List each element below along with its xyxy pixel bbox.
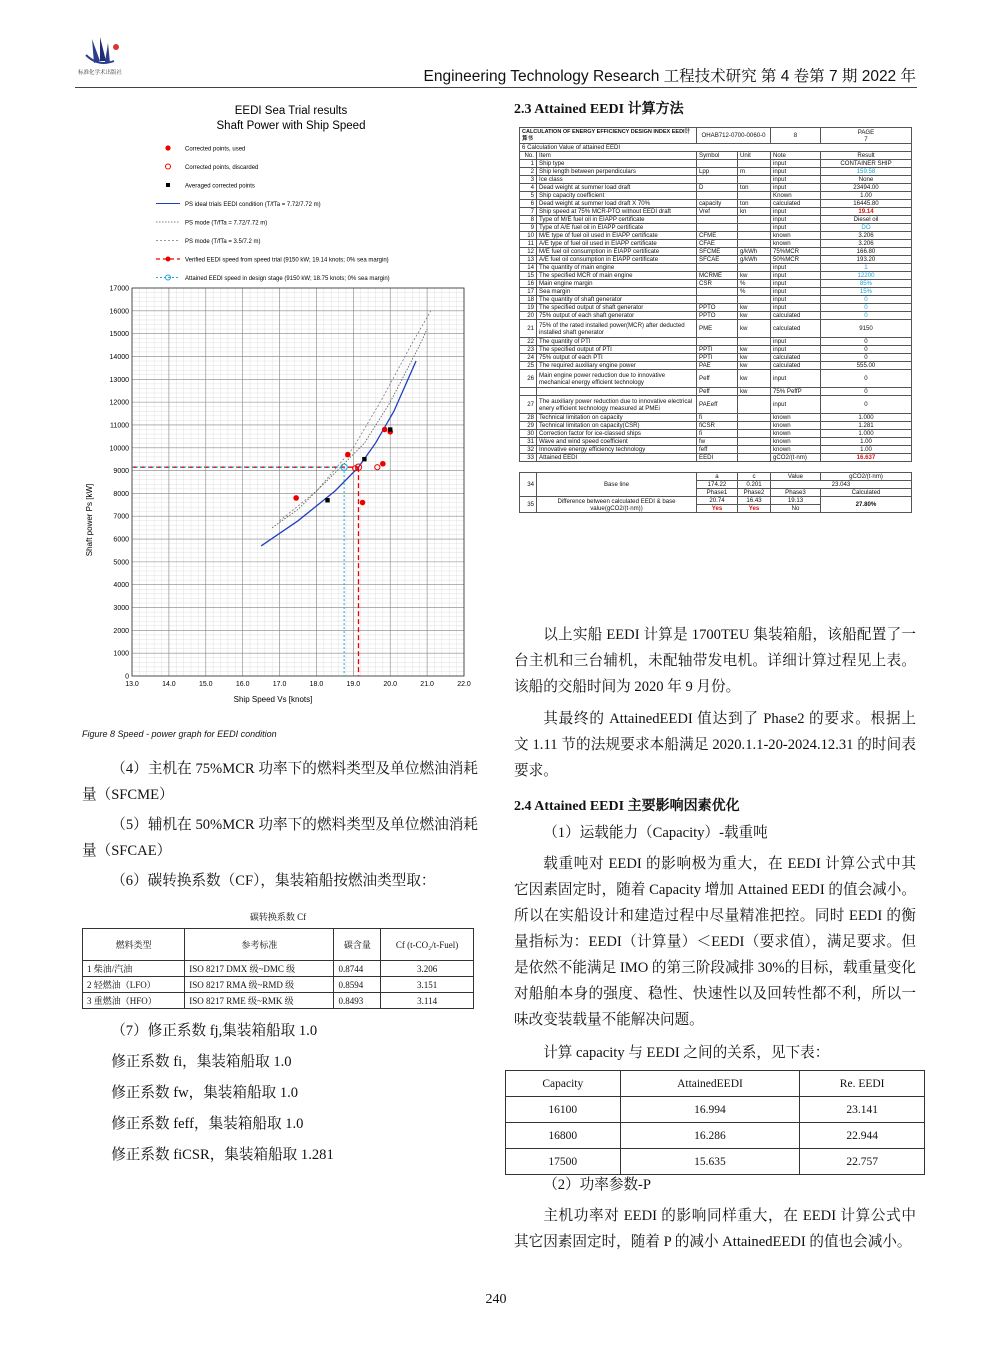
table-row: 17500 15.635 22.757 (506, 1149, 925, 1175)
table-row: 32 Innovative energy efficiency technology feff known 1.00 (520, 446, 912, 454)
y-tick-label: 4000 (113, 582, 129, 590)
legend-marker (166, 183, 170, 187)
x-tick-label: 14.0 (162, 681, 176, 688)
table-row: Peff kw 75% PeffP 0 (520, 388, 912, 396)
y-tick-label: 9000 (113, 468, 129, 476)
cf-table-title: 碳转换系数 Cf (249, 912, 307, 922)
table-row: 18 The quantity of shaft generator input 0 (520, 296, 912, 304)
legend-marker (165, 145, 170, 150)
table-row: 33 Attained EEDI EEDI gCO2/(t·nm) 16.637 (520, 454, 912, 462)
cap-header: AttainedEEDI (620, 1071, 800, 1097)
header-rule (75, 87, 917, 88)
table-row: 1 Ship type input CONTAINER SHIP (520, 160, 912, 168)
table-row: 5 Ship capacity coefficient Known 1.00 (520, 192, 912, 200)
table-row: 19 The specified output of shaft generator PPTO kw input 0 (520, 304, 912, 312)
legend-marker (166, 164, 171, 169)
table-row: 13 A/E fuel oil consumption in EIAPP certificate SFCAE g/kWh 50%MCR 193.20 (520, 256, 912, 264)
section-2-4-heading: 2.4 Attained EEDI 主要影响因素优化 (514, 799, 740, 814)
left-para-8: 修正系数 fi，集装箱船取 1.0 (111, 1054, 292, 1070)
left-para-11: 修正系数 fiCSR，集装箱船取 1.281 (111, 1147, 334, 1163)
table-row: 4 Dead weight at summer load draft D ton input 23494.00 (520, 184, 912, 192)
used-point (360, 500, 366, 506)
y-tick-label: 17000 (109, 285, 129, 293)
chart-subtitle: Shaft Power with Ship Speed (216, 120, 366, 132)
table-row: 24 75% output of each PTI PPTI kw calculated 0 (520, 354, 912, 362)
plot-frame (132, 288, 464, 676)
y-tick-label: 0 (125, 673, 129, 681)
table-row: 20 75% output of each shaft generator PPTO kw calculated 0 (520, 312, 912, 320)
table-row: 12 M/E fuel oil consumption in EIAPP certificate SFCME g/kWh 75%MCR 166.80 (520, 248, 912, 256)
table-row: 10 M/E type of fuel oil used in EIAPP certificate CFME known 3.206 (520, 232, 912, 240)
journal-header: Engineering Technology Research 工程技术研究 第 4 卷第 7 期 2022 年 (423, 68, 916, 85)
y-tick-label: 10000 (109, 445, 129, 453)
y-tick-label: 16000 (109, 308, 129, 316)
y-tick-label: 6000 (113, 536, 129, 544)
table-row: 15 The specified MCR of main engine MCRME kw input 12200 (520, 272, 912, 280)
table-row: 16100 16.994 23.141 (506, 1097, 925, 1123)
cf-header: 参考标准 (185, 929, 334, 961)
table-row: 30 Correction factor for ice-classed ships fi known 1.000 (520, 430, 912, 438)
x-tick-label: 17.0 (272, 681, 287, 688)
right-para-6: （2）功率参数-P (543, 1177, 652, 1193)
x-tick-label: 13.0 (125, 681, 139, 688)
x-tick-label: 15.0 (198, 681, 213, 688)
table-row: 11 A/E type of fuel oil used in EIAPP certificate CFAE known 3.206 (520, 240, 912, 248)
cap-header: Capacity (506, 1071, 621, 1097)
journal-logo (78, 33, 150, 79)
table-row: 1 柴油/汽油 ISO 8217 DMX 级~DMC 级 0.8744 3.206 (83, 961, 474, 977)
y-tick-label: 8000 (113, 490, 129, 498)
legend-label: Averaged corrected points (185, 183, 255, 190)
legend-label: Attained EEDI speed in design stage (9150 kW; 18.75 knots; 0% sea margin) (185, 275, 390, 282)
right-para-4: 载重吨对 EEDI 的影响极为重大，在 EEDI 计算公式中其它因素固定时，随着 Capacity 增加 Attained EEDI 的值会减小。所以在实船设计和建造过程中尽量精准把控。同时 EEDI 的衡量指标为：EEDI（计算量）＜EEDI（要求值），满足要求。但是依然不能满足 IMO 的第三阶段减排 30%的目标，载重量变化对船舶本身的强度、稳性、快速性以及回转性都不利，所以一味改变装载量不能解决问题。 (514, 856, 916, 1028)
svg-text:标准化学术出版社: 标准化学术出版社 (78, 70, 123, 76)
legend-label: Corrected points, discarded (185, 164, 259, 171)
chart-title: EEDI Sea Trial results (234, 105, 348, 117)
y-tick-label: 11000 (110, 422, 129, 430)
page-number: 240 (485, 1292, 507, 1307)
y-tick-label: 14000 (109, 353, 129, 361)
table-row: 2 Ship length between perpendiculars Lpp m input 159.58 (520, 168, 912, 176)
left-para-7: （7）修正系数 fj,集装箱船取 1.0 (111, 1023, 318, 1039)
table-row: 6 Dead weight at summer load draft X 70% capacity ton calculated 16445.80 (520, 200, 912, 208)
y-tick-label: 13000 (109, 376, 129, 384)
figure-caption: Figure 8 Speed - power graph for EEDI condition (82, 729, 277, 739)
right-para-2: 其最终的 AttainedEEDI 值达到了 Phase2 的要求。根据上文 1.11 节的法规要求本船满足 2020.1.1-20-2024.12.31 的时间表要求。 (514, 711, 916, 779)
section-2-3-heading: 2.3 Attained EEDI 计算方法 (514, 102, 684, 117)
table-row: 8 Type of M/E fuel oil in EIAPP certificate input Diesel oil (520, 216, 912, 224)
left-para-5: （5）辅机在 50%MCR 功率下的燃料类型及单位燃油消耗量（SFCAE） (82, 817, 478, 859)
table-row: 3 重燃油（HFO） ISO 8217 RME 级~RMK 级 0.8493 3.114 (83, 993, 474, 1009)
left-para-4: （4）主机在 75%MCR 功率下的燃料类型及单位燃油消耗量（SFCME） (82, 761, 478, 803)
used-point (293, 495, 299, 501)
y-tick-label: 7000 (113, 513, 129, 521)
x-tick-label: 20.0 (383, 681, 398, 688)
y-tick-label: 1000 (113, 650, 129, 658)
table-row: 25 The required auxiliary engine power PAE kw calculated 555.00 (520, 362, 912, 370)
table-row: 9 Type of A/E fuel oil in EIAPP certificate input DO (520, 224, 912, 232)
legend-label: PS mode (T/fTa = 7.72/7.72 m) (185, 220, 268, 227)
right-para-7: 主机功率对 EEDI 的影响同样重大，在 EEDI 计算公式中其它因素固定时，随着 P 的减小 AttainedEEDI 的值也会减小。 (514, 1208, 916, 1250)
table-row: 7 Ship speed at 75% MCR-PTO without EEDI draft Vref kn input 19.14 (520, 208, 912, 216)
averaged-point (362, 457, 366, 461)
averaged-point (388, 427, 392, 431)
table-row: 17 Sea margin % input 15% (520, 288, 912, 296)
table-row: 3 Ice class input None (520, 176, 912, 184)
table-row: 22 The quantity of PTI input 0 (520, 338, 912, 346)
table-row: 28 Technical limitation on capacity fi known 1.000 (520, 414, 912, 422)
table-row: 23 The specified output of PTI PPTI kw input 0 (520, 346, 912, 354)
cf-header: 燃料类型 (83, 929, 185, 961)
baseline-table: 34 Base line a c Value gCO2/(t·nm) 174.22 0.201 23.043 Phase1 Phase2 Phase3 Calculated 35 Difference between calculated EEDI & base value(gCO2/(t·nm)) 20.74 16.43 19.13 27.80% Yes Yes No (519, 472, 912, 513)
table-row: 29 Technical limitation on capacity(CSR) fiCSR known 1.281 (520, 422, 912, 430)
x-tick-label: 21.0 (420, 681, 434, 688)
x-tick-label: 18.0 (309, 681, 324, 688)
cf-header: 碳含量 (334, 929, 381, 961)
cap-header: Re. EEDI (800, 1071, 925, 1097)
left-para-10: 修正系数 feff，集装箱船取 1.0 (111, 1116, 304, 1132)
table-row: 2 轻燃油（LFO） ISO 8217 RMA 级~RMD 级 0.8594 3.151 (83, 977, 474, 993)
x-tick-label: 22.0 (457, 681, 471, 688)
x-axis-label: Ship Speed Vs [knots] (233, 695, 313, 704)
legend-label: PS ideal trials EEDI condition (T/fTa = 7.72/7.72 m) (185, 201, 321, 208)
capacity-table (505, 1070, 925, 1175)
table-row: 14 The quantity of main engine input 1 (520, 264, 912, 272)
cf-header: Cf (t-CO₂/t-Fuel) (381, 929, 474, 961)
y-tick-label: 15000 (109, 331, 129, 339)
legend-label: Corrected points, used (185, 146, 246, 153)
speed-power-chart (80, 100, 480, 740)
table-row: 21 75% of the rated installed power(MCR) after deducted installed shaft generator PME kw calculated 9150 (520, 320, 912, 338)
legend-marker (166, 257, 171, 262)
used-point (382, 427, 388, 433)
y-axis-label: Shaft power Ps [kW] (85, 483, 94, 557)
averaged-point (325, 498, 329, 502)
table-row: 31 Wave and wind speed coefficient fw known 1.00 (520, 438, 912, 446)
used-point (345, 452, 351, 458)
right-para-5: 计算 capacity 与 EEDI 之间的关系，见下表： (543, 1045, 830, 1061)
used-point (380, 461, 386, 467)
legend-label: PS mode (T/fTa = 3.5/7.2 m) (185, 238, 261, 245)
x-tick-label: 19.0 (346, 681, 361, 688)
left-para-6: （6）碳转换系数（CF），集装箱船按燃油类型取： (111, 873, 436, 889)
table-row: 16 Main engine margin CSR % input 85% (520, 280, 912, 288)
right-para-1: 以上实船 EEDI 计算是 1700TEU 集装箱船，该船配置了一台主机和三台辅机，未配轴带发电机。详细计算过程见上表。该船的交船时间为 2020 年 9 月份。 (514, 627, 916, 695)
cf-table (82, 928, 474, 1009)
left-para-9: 修正系数 fw，集装箱船取 1.0 (111, 1085, 299, 1101)
y-tick-label: 12000 (109, 399, 129, 407)
table-row: 16800 16.286 22.944 (506, 1123, 925, 1149)
x-tick-label: 16.0 (235, 681, 250, 688)
table-row: 27 The auxiliary power reduction due to innovative electrical enery efficient technology measured at PMEi PAEeff input 0 (520, 396, 912, 414)
chart-legend (156, 145, 390, 281)
table-row: 26 Main engine power reduction due to innovative mechanical energy efficient technology Peff kw input 0 (520, 370, 912, 388)
legend-label: Verified EEDI speed from speed trial (9150 kW; 19.14 knots; 0% sea margin) (185, 257, 389, 264)
right-para-3: （1）运载能力（Capacity）-载重吨 (543, 825, 768, 841)
y-tick-label: 3000 (113, 605, 129, 613)
y-tick-label: 5000 (113, 559, 129, 567)
eedi-calculation-table: CALCULATION OF ENERGY EFFICIENCY DESIGN INDEX EEDI计算书 OHAB712-0700-0060-0 8 PAGE 7 6 Calculation Value of attained EEDI No. Item Symbol Unit Note Result 1 Ship type input CONTAINER SHIP 2 Ship length between perpendiculars Lpp m input 159.58 3 Ice class input None 4 Dead weight at summer load draft D ton input 23494.00 5 Ship capacity coefficient Known 1.00 6 Dead weight at summer load draft X 70% capacity ton calculated 16445.80 7 Ship speed at 75% MCR-PTO without EEDI draft Vref kn input 19.14 8 Type of M/E fuel oil in EIAPP certificate input Diesel oil 9 Type of A/E fuel oil in EIAPP certificate input DO 10 M/E type of fuel oil used in EIAPP certificate CFME known 3.206 11 A/E type of fuel oil used in EIAPP certificate CFAE known 3.206 12 M/E fuel oil consumption in EIAPP certificate SFCME g/kWh 75%MCR 166.80 13 A/E fuel oil consumption in EIAPP certificate SFCAE g/kWh 50%MCR 193.20 14 The quantity of main engine input 1 15 The specified MCR of main engine MCRME kw input 12200 16 Main engine margin CSR % input 85% 17 Sea margin % input 15% 18 The quantity of shaft generator input 0 19 The specified output of shaft generator PPTO kw input 0 20 75% output of each shaft generator PPTO kw calculated 0 21 75% of the rated installed power(MCR) after deducted installed shaft generator PME kw calculated 9150 22 The quantity of PTI input 0 23 The specified output of PTI PPTI kw input 0 24 75% output of each PTI PPTI kw calculated 0 25 The required auxiliary engine power PAE kw calculated 555.00 26 Main engine power reduction due to innovative mechanical energy efficient technology Peff kw input 0 Peff kw 75% PeffP 0 27 The auxiliary power reduction due to innovative electrical enery efficient technology measured at PMEi PAEeff input 0 28 Technical limitation on capacity fi known 1.000 29 Technical limitation on capacity(CSR) fiCSR known 1.281 30 Correction factor for ice-classed ships fi known 1.000 31 Wave and wind speed coefficient fw known 1.00 32 Innovative energy efficiency technology feff known 1.00 33 Attained EEDI EEDI gCO2/(t·nm) 16.637 34 Base line a c Value gCO2/(t·nm) 174.22 0.201 23.043 Phase1 Phase2 Phase3 Calculated 35 Difference between calculated EEDI & base value(gCO2/(t·nm)) 20.74 16.43 19.13 27.80% Yes Yes No (519, 127, 912, 614)
y-tick-label: 2000 (113, 627, 129, 635)
